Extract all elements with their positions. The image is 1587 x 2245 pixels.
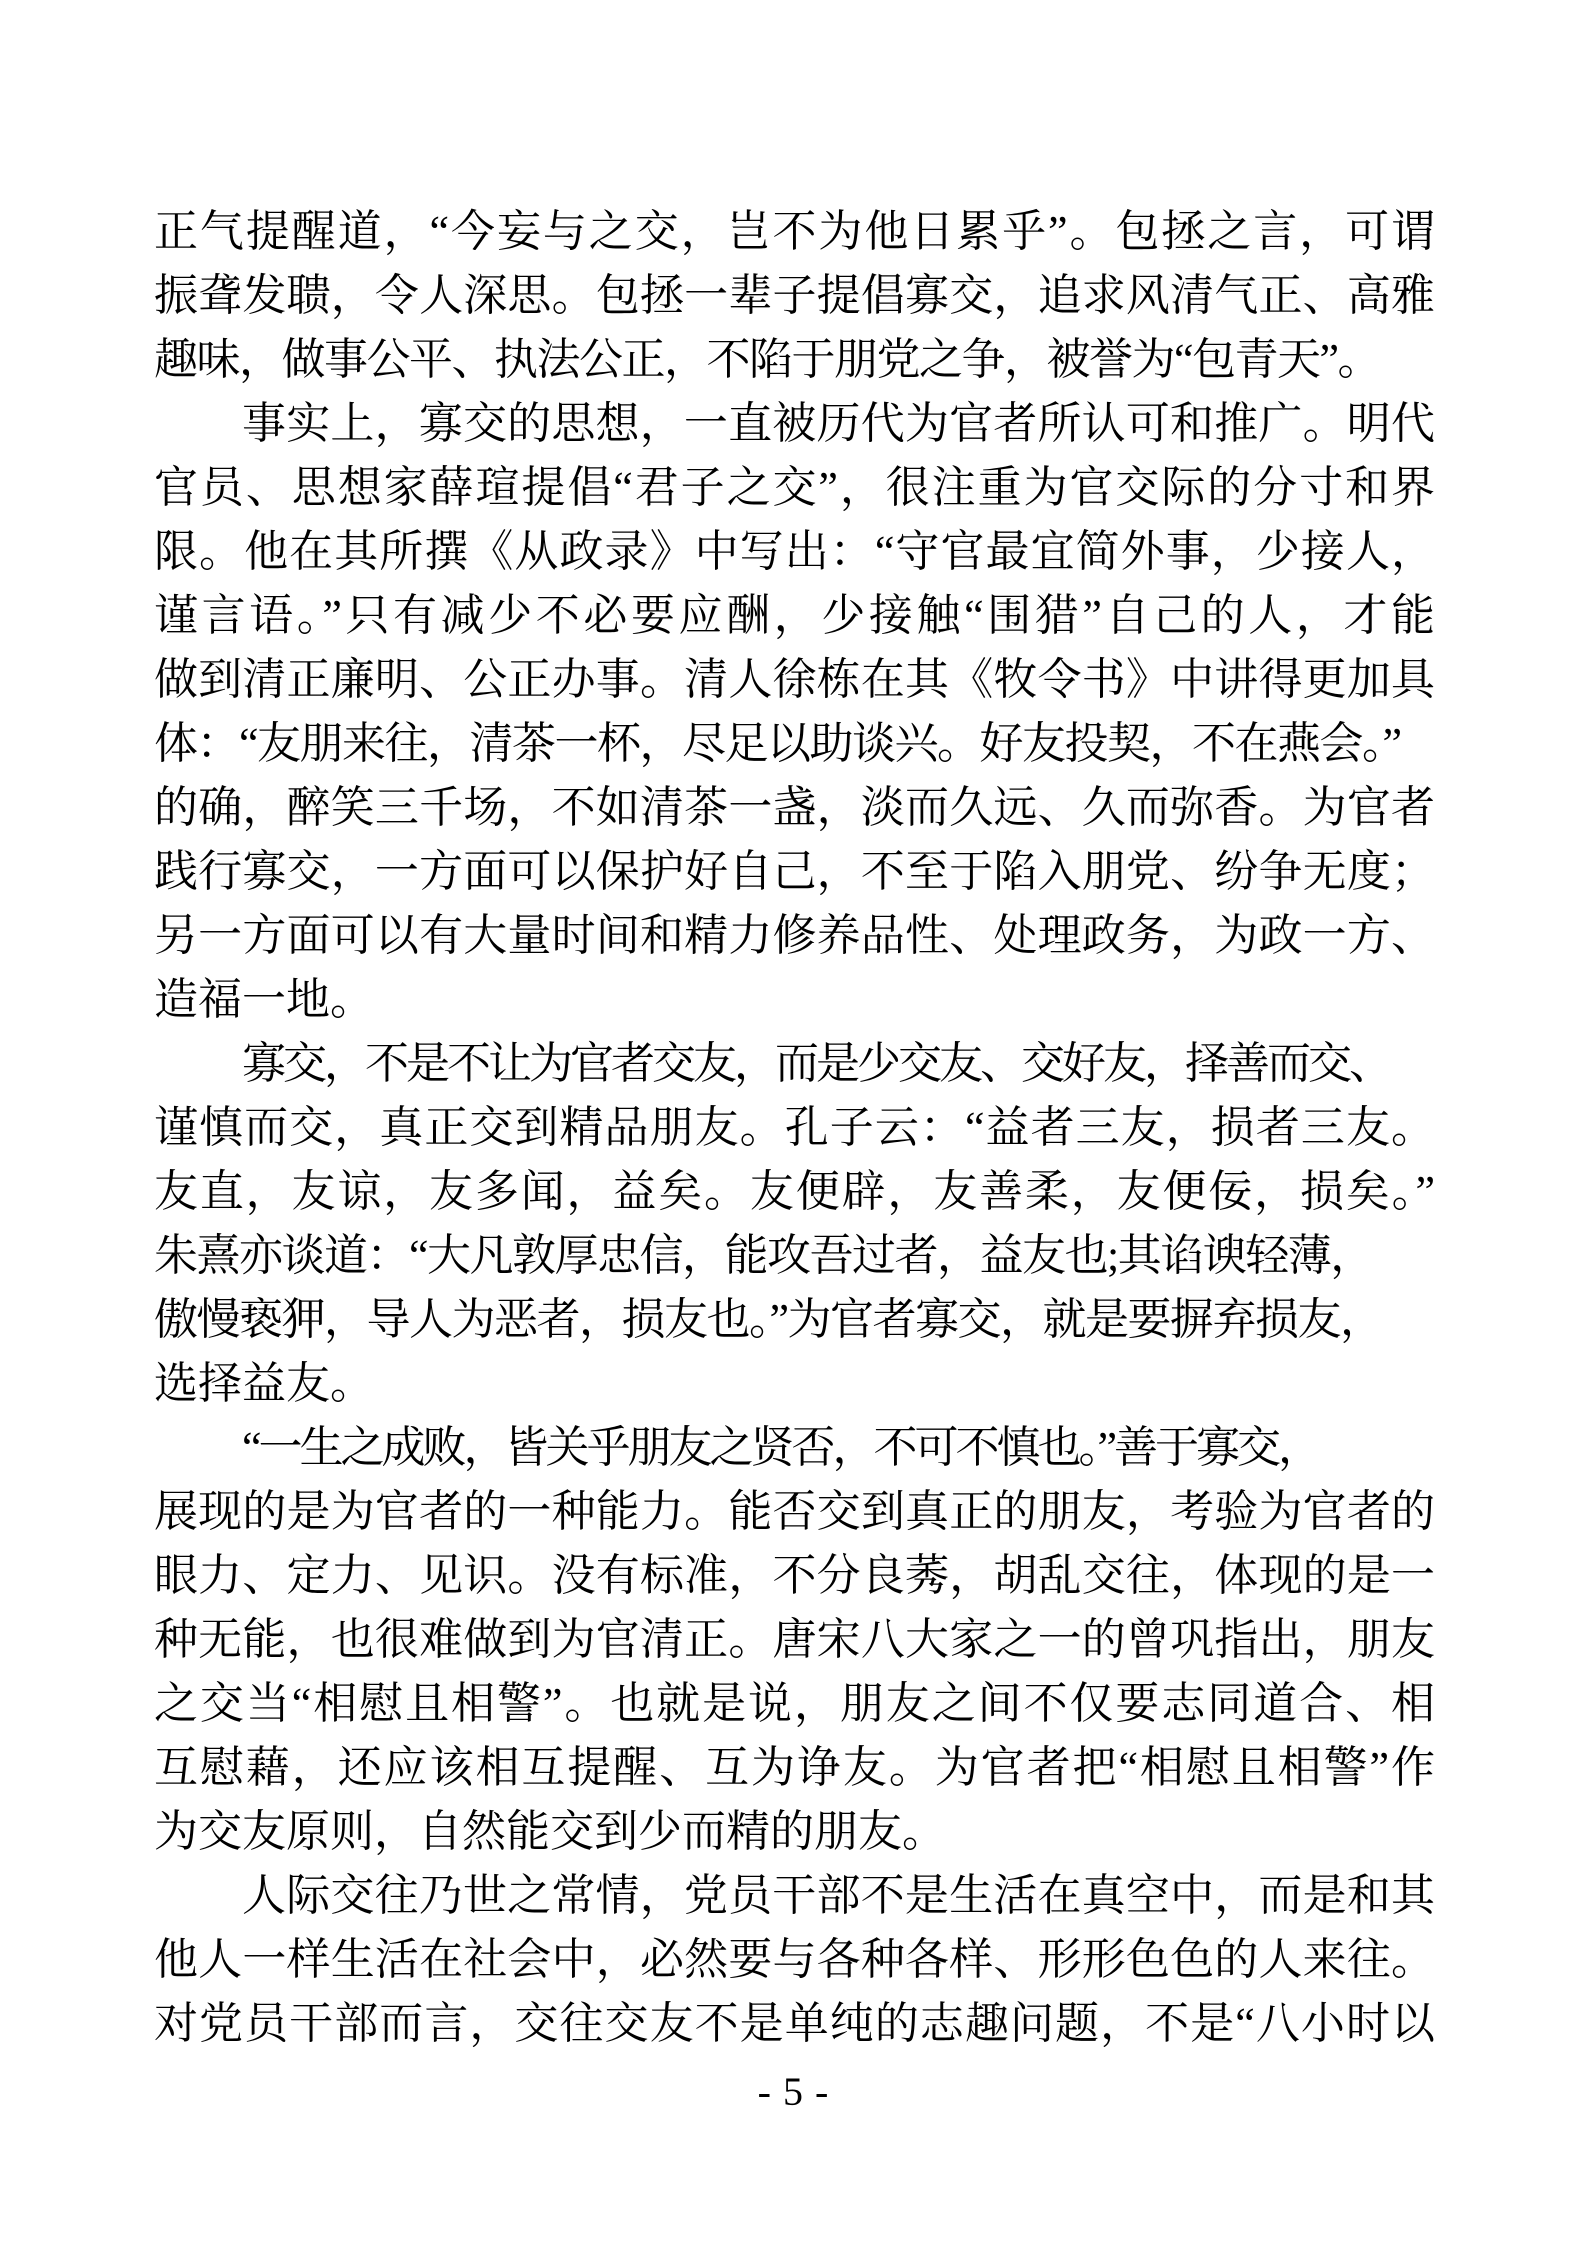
text-line: 为交友原则，自然能交到少而精的朋友。 bbox=[154, 1807, 946, 1856]
text-line: 眼力、定力、见识。没有标准，不分良莠，胡乱交往，体现的是一 bbox=[154, 1551, 1435, 1600]
text-line: 限。他在其所撰《从政录》中写出：“守官最宜简外事，少接人， bbox=[154, 527, 1435, 576]
text-line: 傲慢亵狎，导人为恶者，损友也。”为官者寡交，就是要摒弃损友， bbox=[154, 1295, 1383, 1344]
text-line: 趣味，做事公平、执法公正，不陷于朋党之争，被誉为“包青天”。 bbox=[154, 335, 1381, 384]
text-line: 展现的是为官者的一种能力。能否交到真正的朋友，考验为官者的 bbox=[154, 1487, 1435, 1536]
text-line: 种无能，也很难做到为官清正。唐宋八大家之一的曾巩指出，朋友 bbox=[154, 1615, 1435, 1664]
text-line: 寡交，不是不让为官者交友，而是少交友、交好友，择善而交、 bbox=[242, 1039, 1390, 1088]
text-line: 他人一样生活在社会中，必然要与各种各样、形形色色的人来往。 bbox=[154, 1935, 1435, 1984]
text-line: 朱熹亦谈道：“大凡敦厚忠信，能攻吾过者，益友也;其谄谀轻薄， bbox=[154, 1231, 1373, 1280]
text-line: “一生之成败，皆关乎朋友之贤否，不可不慎也。”善于寡交， bbox=[242, 1423, 1320, 1472]
text-line: 谨言语。”只有减少不必要应酬，少接触“围猎”自己的人，才能 bbox=[154, 591, 1435, 640]
text-line: 事实上，寡交的思想，一直被历代为官者所认可和推广。明代 bbox=[242, 399, 1435, 448]
document-body bbox=[154, 200, 1435, 2056]
text-line: 对党员干部而言，交往交友不是单纯的志趣问题，不是“八小时以 bbox=[154, 1999, 1435, 2048]
text-line: 正气提醒道，“今妄与之交，岂不为他日累乎”。包拯之言，可谓 bbox=[154, 207, 1435, 256]
text-line: 另一方面可以有大量时间和精力修养品性、处理政务，为政一方、 bbox=[154, 911, 1435, 960]
text-line: 人际交往乃世之常情，党员干部不是生活在真空中，而是和其 bbox=[242, 1871, 1435, 1920]
text-line: 践行寡交，一方面可以保护好自己，不至于陷入朋党、纷争无度； bbox=[154, 847, 1435, 896]
text-line: 选择益友。 bbox=[154, 1359, 374, 1408]
text-line: 谨慎而交，真正交到精品朋友。孔子云：“益者三友，损者三友。 bbox=[154, 1103, 1435, 1152]
text-line: 的确，醉笑三千场，不如清茶一盏，淡而久远、久而弥香。为官者 bbox=[154, 783, 1435, 832]
text-line: 体：“友朋来往，清茶一杯，尽足以助谈兴。好友投契，不在燕会。” bbox=[154, 719, 1401, 768]
text-line: 互慰藉，还应该相互提醒、互为诤友。为官者把“相慰且相警”作 bbox=[154, 1743, 1435, 1792]
text-line: 友直，友谅，友多闻，益矣。友便辟，友善柔，友便佞，损矣。” bbox=[154, 1167, 1435, 1216]
text-line: 振聋发聩，令人深思。包拯一辈子提倡寡交，追求风清气正、高雅 bbox=[154, 271, 1435, 320]
page-number: - 5 - bbox=[757, 2069, 830, 2114]
text-line: 造福一地。 bbox=[154, 975, 374, 1024]
text-line: 做到清正廉明、公正办事。清人徐栋在其《牧令书》中讲得更加具 bbox=[154, 655, 1435, 704]
text-line: 之交当“相慰且相警”。也就是说，朋友之间不仅要志同道合、相 bbox=[154, 1679, 1435, 1728]
text-line: 官员、思想家薛瑄提倡“君子之交”，很注重为官交际的分寸和界 bbox=[154, 463, 1435, 512]
